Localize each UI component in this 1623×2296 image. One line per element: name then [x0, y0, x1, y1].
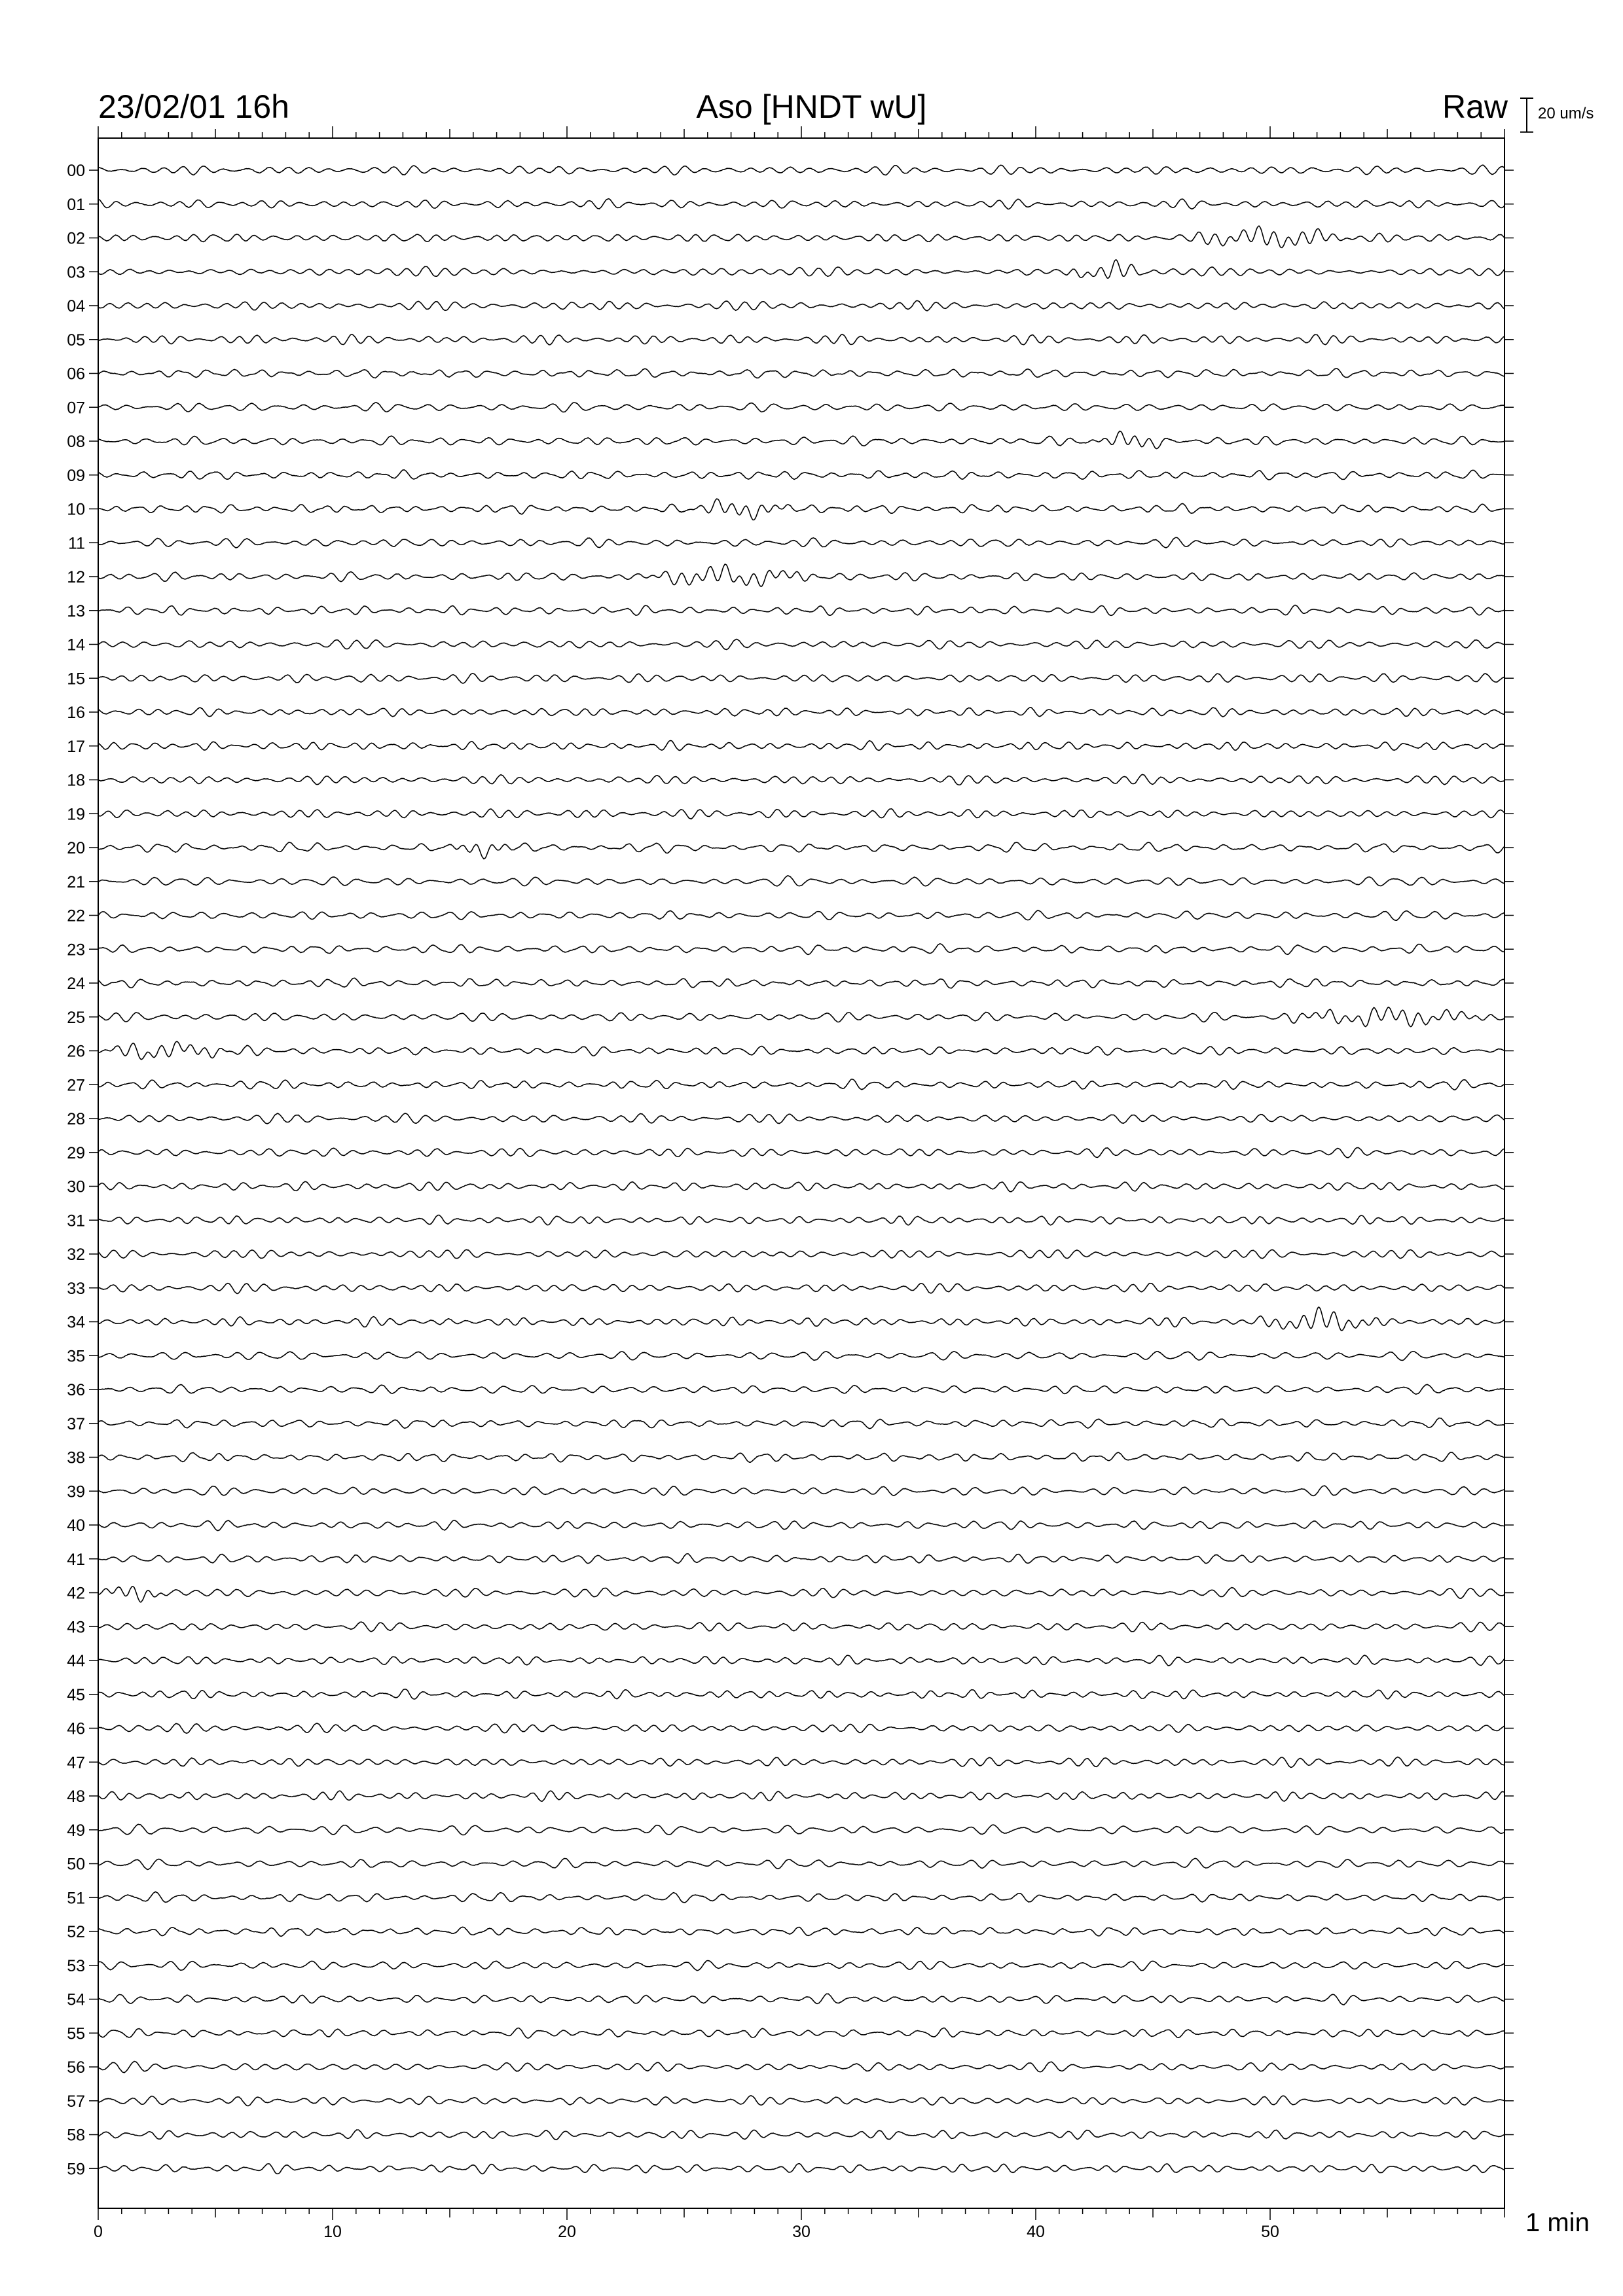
hour-label-02: 02: [67, 229, 85, 248]
hour-label-39: 39: [67, 1482, 85, 1501]
hour-label-51: 51: [67, 1889, 85, 1908]
trace-row-27: [98, 1079, 1504, 1090]
hour-label-42: 42: [67, 1584, 85, 1603]
hour-label-22: 22: [67, 906, 85, 925]
trace-row-40: [98, 1520, 1504, 1531]
hour-label-01: 01: [67, 195, 85, 214]
hour-label-19: 19: [67, 805, 85, 824]
time-unit-label: 1 min: [1525, 2208, 1590, 2237]
x-tick-label-10: 10: [323, 2223, 342, 2241]
trace-row-48: [98, 1791, 1504, 1801]
hour-label-47: 47: [67, 1753, 85, 1772]
trace-row-16: [98, 708, 1504, 717]
trace-row-24: [98, 978, 1504, 988]
trace-row-28: [98, 1113, 1504, 1124]
amplitude-scale-bar: [1520, 98, 1533, 132]
trace-row-23: [98, 944, 1504, 954]
hour-label-04: 04: [67, 297, 85, 315]
hour-label-36: 36: [67, 1381, 85, 1399]
x-axis: [94, 126, 1504, 2241]
trace-row-14: [98, 639, 1504, 650]
hour-label-38: 38: [67, 1448, 85, 1467]
station-title: Aso [HNDT wU]: [696, 88, 927, 125]
trace-row-18: [98, 774, 1504, 785]
hour-label-55: 55: [67, 2024, 85, 2043]
trace-row-01: [98, 199, 1504, 209]
trace-row-57: [98, 2096, 1504, 2106]
trace-row-49: [98, 1824, 1504, 1835]
trace-row-41: [98, 1554, 1504, 1564]
trace-row-44: [98, 1655, 1504, 1666]
trace-row-35: [98, 1352, 1504, 1361]
hour-label-58: 58: [67, 2126, 85, 2145]
hour-label-31: 31: [67, 1211, 85, 1230]
hour-label-53: 53: [67, 1956, 85, 1975]
hour-label-49: 49: [67, 1821, 85, 1840]
hour-label-29: 29: [67, 1143, 85, 1162]
trace-row-45: [98, 1689, 1504, 1699]
hour-label-35: 35: [67, 1347, 85, 1366]
hour-label-08: 08: [67, 433, 85, 451]
hour-row-labels: [67, 162, 85, 2178]
trace-row-21: [98, 876, 1504, 886]
trace-row-30: [98, 1181, 1504, 1191]
hour-label-41: 41: [67, 1550, 85, 1569]
trace-row-50: [98, 1858, 1504, 1869]
hour-label-17: 17: [67, 737, 85, 756]
x-tick-label-30: 30: [792, 2223, 811, 2241]
hour-label-21: 21: [67, 872, 85, 891]
hour-label-44: 44: [67, 1652, 85, 1670]
trace-row-26: [98, 1041, 1504, 1059]
x-tick-label-0: 0: [94, 2223, 103, 2241]
hour-label-20: 20: [67, 839, 85, 857]
trace-row-00: [98, 165, 1504, 175]
hour-label-10: 10: [67, 500, 85, 519]
x-tick-label-20: 20: [558, 2223, 576, 2241]
hour-label-52: 52: [67, 1923, 85, 1941]
trace-row-10: [98, 499, 1504, 520]
trace-row-43: [98, 1622, 1504, 1632]
hour-label-11: 11: [68, 534, 85, 553]
trace-row-47: [98, 1757, 1504, 1768]
trace-row-29: [98, 1147, 1504, 1157]
hour-label-25: 25: [67, 1008, 85, 1027]
trace-row-51: [98, 1892, 1504, 1902]
trace-row-20: [98, 842, 1504, 859]
trace-row-58: [98, 2130, 1504, 2140]
trace-row-32: [98, 1249, 1504, 1258]
trace-row-25: [98, 1007, 1504, 1027]
hour-label-34: 34: [67, 1313, 85, 1332]
hour-label-40: 40: [67, 1516, 85, 1535]
trace-row-39: [98, 1486, 1504, 1496]
hour-label-09: 09: [67, 466, 85, 485]
hour-label-05: 05: [67, 331, 85, 350]
trace-row-22: [98, 910, 1504, 920]
hour-label-07: 07: [67, 399, 85, 418]
trace-row-08: [98, 431, 1504, 449]
hour-label-37: 37: [67, 1414, 85, 1433]
hour-label-33: 33: [67, 1279, 85, 1298]
hour-label-32: 32: [67, 1246, 85, 1264]
hour-label-06: 06: [67, 365, 85, 384]
hour-label-03: 03: [67, 263, 85, 282]
trace-group: [89, 165, 1514, 2174]
hour-label-18: 18: [67, 771, 85, 790]
trace-row-13: [98, 605, 1504, 616]
trace-row-34: [98, 1307, 1504, 1331]
trace-row-56: [98, 2061, 1504, 2072]
trace-row-19: [98, 809, 1504, 819]
trace-row-37: [98, 1418, 1504, 1429]
trace-row-46: [98, 1723, 1504, 1733]
date-hour-label: 23/02/01 16h: [98, 88, 289, 125]
trace-row-54: [98, 1994, 1504, 2005]
trace-row-07: [98, 403, 1504, 412]
trace-row-04: [98, 300, 1504, 310]
hour-label-50: 50: [67, 1855, 85, 1874]
trace-row-53: [98, 1961, 1504, 1971]
x-tick-label-50: 50: [1261, 2223, 1279, 2241]
trace-row-05: [98, 334, 1504, 345]
hour-label-27: 27: [67, 1076, 85, 1095]
hour-label-13: 13: [67, 601, 85, 620]
hour-label-15: 15: [67, 670, 85, 689]
hour-label-57: 57: [67, 2092, 85, 2111]
trace-row-31: [98, 1215, 1504, 1225]
trace-row-09: [98, 470, 1504, 480]
trace-row-11: [98, 537, 1504, 548]
hour-label-28: 28: [67, 1110, 85, 1128]
trace-row-03: [98, 260, 1504, 278]
trace-row-59: [98, 2164, 1504, 2174]
hour-label-16: 16: [67, 704, 85, 722]
trace-row-33: [98, 1283, 1504, 1294]
trace-row-42: [98, 1587, 1504, 1602]
trace-row-02: [98, 226, 1504, 247]
hour-label-23: 23: [67, 941, 85, 960]
hour-label-26: 26: [67, 1042, 85, 1061]
hour-label-48: 48: [67, 1787, 85, 1806]
hour-label-46: 46: [67, 1719, 85, 1738]
trace-row-55: [98, 2028, 1504, 2038]
mode-label: Raw: [1442, 88, 1508, 125]
hour-label-14: 14: [67, 636, 85, 655]
hour-label-59: 59: [67, 2160, 85, 2179]
trace-row-12: [98, 564, 1504, 586]
x-tick-label-40: 40: [1027, 2223, 1045, 2241]
hour-label-54: 54: [67, 1990, 85, 2009]
amplitude-scale-label: 20 um/s: [1538, 105, 1594, 122]
trace-row-17: [98, 741, 1504, 751]
trace-row-52: [98, 1927, 1504, 1936]
trace-row-15: [98, 673, 1504, 683]
hour-label-43: 43: [67, 1618, 85, 1637]
trace-row-38: [98, 1452, 1504, 1462]
hour-label-24: 24: [67, 975, 85, 993]
hour-label-30: 30: [67, 1177, 85, 1196]
hour-label-56: 56: [67, 2058, 85, 2077]
trace-row-06: [98, 368, 1504, 378]
hour-label-12: 12: [67, 568, 85, 586]
trace-row-36: [98, 1384, 1504, 1394]
hour-label-45: 45: [67, 1685, 85, 1704]
hour-label-00: 00: [67, 162, 85, 180]
